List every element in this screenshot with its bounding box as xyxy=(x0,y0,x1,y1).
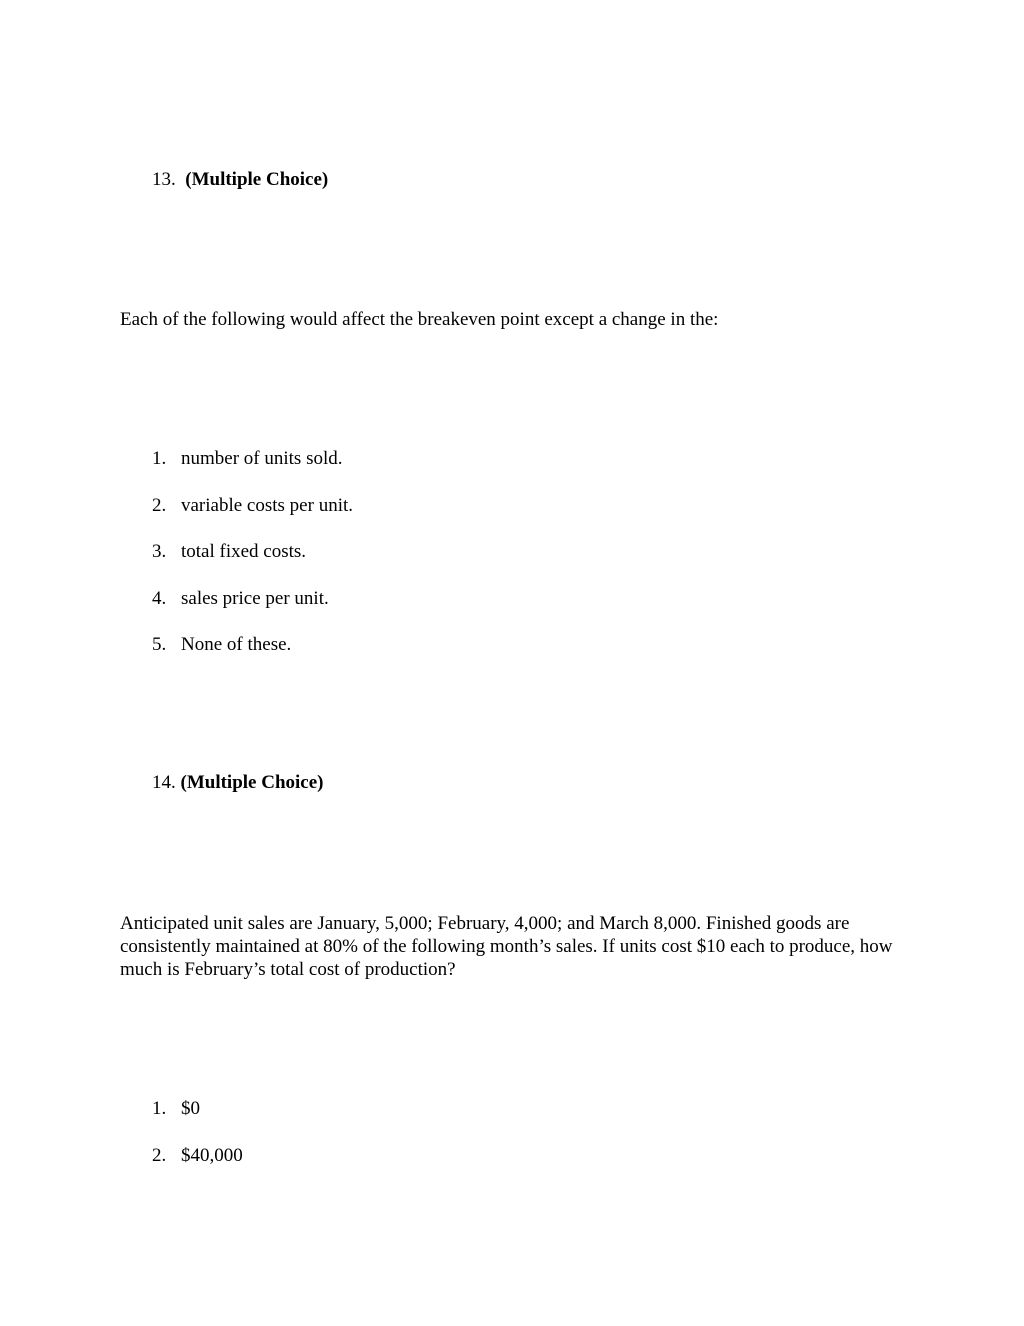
question-14-stem: Anticipated unit sales are January, 5,000; February, 4,000; and March 8,000. Finished goods are consistently maintained at 80% of the following month’s sales. If units cost $10 each to produce, how much is February’s total cost of production? xyxy=(120,913,893,980)
option-text: sales price per unit. xyxy=(181,587,329,609)
option-text: variable costs per unit. xyxy=(181,494,354,516)
option-item xyxy=(152,1145,243,1192)
question-14-options xyxy=(152,1098,243,1191)
option-item xyxy=(152,541,353,588)
option-text: total fixed costs. xyxy=(181,541,307,562)
question-type: (Multiple Choice) xyxy=(185,169,329,190)
option-number: 1. xyxy=(152,1098,167,1119)
option-item xyxy=(152,495,353,542)
option-text: number of units sold. xyxy=(181,448,343,469)
option-text: None of these. xyxy=(181,634,292,655)
option-item xyxy=(152,588,353,635)
option-number: 1. xyxy=(152,448,167,469)
question-13-stem: Each of the following would affect the breakeven point except a change in the: xyxy=(120,309,719,330)
question-14-header xyxy=(152,772,324,794)
option-text: $40,000 xyxy=(181,1144,243,1166)
question-13-options xyxy=(152,448,353,681)
option-number: 4. xyxy=(152,587,167,609)
option-number: 2. xyxy=(152,1144,167,1166)
option-text: $0 xyxy=(181,1098,200,1119)
option-number: 5. xyxy=(152,634,167,655)
option-item xyxy=(152,634,353,681)
question-number: 14. xyxy=(152,772,176,793)
question-13-header xyxy=(152,169,328,191)
question-type: (Multiple Choice) xyxy=(180,772,324,793)
option-item xyxy=(152,1098,243,1145)
option-number: 3. xyxy=(152,541,167,562)
option-number: 2. xyxy=(152,494,167,516)
option-item xyxy=(152,448,353,495)
question-number: 13. xyxy=(152,169,176,190)
